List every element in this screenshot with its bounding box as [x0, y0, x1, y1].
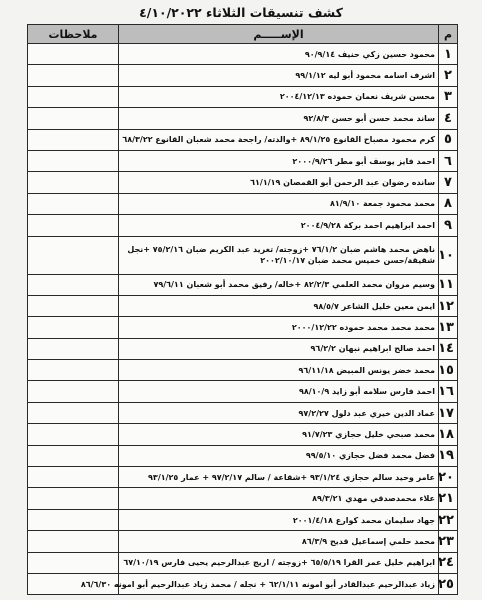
row-notes: [28, 86, 119, 107]
row-notes: [28, 150, 119, 171]
document-title: كشف تنسيقات الثلاثاء ٤/١٠/٢٠٢٢: [139, 5, 343, 20]
row-number: ١٣: [439, 317, 458, 338]
row-name: ناهض محمد هاشم ضبان ٧٦/١/٢ +زوجته/ تغريد عبد الكريم ضبان ٧٥/٢/١٦ +نجل شقيقة/حسن خميس محمد ضبان ٢٠٠٢/١٠/١٧: [119, 236, 439, 274]
table-row: [28, 317, 458, 338]
row-notes: [28, 509, 119, 530]
row-number: ٣: [439, 86, 458, 107]
names-table: [27, 24, 458, 595]
row-notes: [28, 531, 119, 552]
row-notes: [28, 402, 119, 423]
row-name: عامر وحيد سالم حجازي ٩٣/١/٢٤ +شقاعة / سالم ٩٧/٢/١٧ + عمار ٩٣/١/٢٥: [119, 467, 439, 488]
table-row: [28, 108, 458, 129]
table-row: [28, 402, 458, 423]
row-number: ١٤: [439, 338, 458, 359]
table-row: [28, 295, 458, 316]
row-notes: [28, 317, 119, 338]
row-notes: [28, 129, 119, 150]
table-row: [28, 509, 458, 530]
row-name: احمد فايز يوسف أبو مطر ٢٠٠٠/٩/٢٦: [119, 150, 439, 171]
row-name: احمد صالح ابراهيم نبهان ٩٦/٢/٢: [119, 338, 439, 359]
row-number: ٤: [439, 108, 458, 129]
row-number: ١٦: [439, 381, 458, 402]
row-number: ٢٣: [439, 531, 458, 552]
row-notes: [28, 467, 119, 488]
row-name: محمد خضر يونس المبيض ٩٦/١١/١٨: [119, 360, 439, 381]
table-header-row: [28, 25, 458, 44]
row-name: محمد محمود جمعة ٨١/٩/١٠: [119, 193, 439, 214]
table-row: [28, 172, 458, 193]
row-notes: [28, 360, 119, 381]
row-notes: [28, 108, 119, 129]
row-number: ١٩: [439, 445, 458, 466]
row-name: سانده رضوان عبد الرحمن أبو القمصان ٦١/١/١٩: [119, 172, 439, 193]
table-row: [28, 150, 458, 171]
row-number: ٧: [439, 172, 458, 193]
row-name: وسيم مروان محمد العلمي ٨٢/٢/٣ +خاله/ رفيق محمد أبو شعبان ٧٩/٦/١١: [119, 274, 439, 295]
row-name: ايمن معين خليل الشاعر ٩٨/٥/٧: [119, 295, 439, 316]
table-row: [28, 424, 458, 445]
row-notes: [28, 44, 119, 65]
row-notes: [28, 424, 119, 445]
row-notes: [28, 215, 119, 236]
row-number: ١٠: [439, 236, 458, 274]
row-name: محمود حسين زكي حنيف ٩٠/٩/١٤: [119, 44, 439, 65]
row-name: عماد الدين خيري عبد دلول ٩٧/٢/٢٧: [119, 402, 439, 423]
table-row: [28, 338, 458, 359]
row-notes: [28, 338, 119, 359]
row-notes: [28, 236, 119, 274]
table-row: [28, 445, 458, 466]
table-row: [28, 236, 458, 274]
row-number: ٢٢: [439, 509, 458, 530]
row-name: كرم محمود مصباح القانوع ٨٩/١/٢٥ +والدته/ راجحة محمد شعبان القانوع ٦٨/٣/٢٢: [119, 129, 439, 150]
row-notes: [28, 193, 119, 214]
row-name: محمد حلمي إسماعيل قديح ٨٦/٣/٩: [119, 531, 439, 552]
row-notes: [28, 488, 119, 509]
table-row: [28, 274, 458, 295]
row-number: ١٧: [439, 402, 458, 423]
table-row: [28, 360, 458, 381]
row-number: ٢٤: [439, 552, 458, 573]
row-notes: [28, 172, 119, 193]
table-row: [28, 193, 458, 214]
row-name: جهاد سليمان محمد كوارع ٢٠٠١/٤/١٨: [119, 509, 439, 530]
row-name: علاء محمدصدقي مهدي ٨٩/٣/٢١: [119, 488, 439, 509]
row-notes: [28, 295, 119, 316]
row-number: ٢: [439, 65, 458, 86]
row-name: اشرف اسامه محمود أبو ليه ٩٩/١/١٢: [119, 65, 439, 86]
row-name: محمد صبحي خليل حجازي ٩١/٧/٢٣: [119, 424, 439, 445]
row-number: ٩: [439, 215, 458, 236]
header-notes: ملاحظات: [28, 25, 119, 44]
header-number: م: [439, 25, 458, 44]
row-name: ساند محمد حسن أبو حسن ٩٢/٨/٣: [119, 108, 439, 129]
table-row: [28, 86, 458, 107]
table-row: [28, 467, 458, 488]
table-row: [28, 573, 458, 594]
row-name: زياد عبدالرحيم عبدالقادر أبو امونه ٦٢/١/١١ + نجله / محمد زياد عبدالرحيم أبو امونه ٨٦/٦/٣٠: [119, 573, 439, 594]
table-row: [28, 129, 458, 150]
row-name: محمد محمد محمد حموده ٢٠٠٠/١٢/٢٢: [119, 317, 439, 338]
row-name: فضل محمد فضل حجازي ٩٩/٥/١٠: [119, 445, 439, 466]
table-row: [28, 65, 458, 86]
row-number: ١: [439, 44, 458, 65]
table-row: [28, 552, 458, 573]
row-number: ٢٥: [439, 573, 458, 594]
row-notes: [28, 65, 119, 86]
row-notes: [28, 445, 119, 466]
row-name: احمد فارس سلامه أبو زايد ٩٨/١٠/٩: [119, 381, 439, 402]
row-notes: [28, 381, 119, 402]
row-number: ١٥: [439, 360, 458, 381]
row-number: ١٨: [439, 424, 458, 445]
row-name: ابراهيم خليل عمر القرا ٦٥/٥/١٩ +زوجته / اريج عبدالرحيم يحيى فارس ٦٧/١٠/١٩: [119, 552, 439, 573]
table-row: [28, 44, 458, 65]
row-name: احمد ابراهيم احمد بركة ٢٠٠٤/٩/٢٨: [119, 215, 439, 236]
table-row: [28, 531, 458, 552]
header-name: الإســـــم: [119, 25, 439, 44]
row-number: ٦: [439, 150, 458, 171]
row-number: ٨: [439, 193, 458, 214]
table-body: [28, 44, 458, 595]
row-name: محسن شريف نعمان حموده ٢٠٠٤/١٢/١٣: [119, 86, 439, 107]
table-row: [28, 215, 458, 236]
row-number: ١١: [439, 274, 458, 295]
row-notes: [28, 552, 119, 573]
row-number: ٥: [439, 129, 458, 150]
row-notes: [28, 274, 119, 295]
table-row: [28, 381, 458, 402]
table-row: [28, 488, 458, 509]
row-number: ٢١: [439, 488, 458, 509]
row-number: ١٢: [439, 295, 458, 316]
row-number: ٢٠: [439, 467, 458, 488]
